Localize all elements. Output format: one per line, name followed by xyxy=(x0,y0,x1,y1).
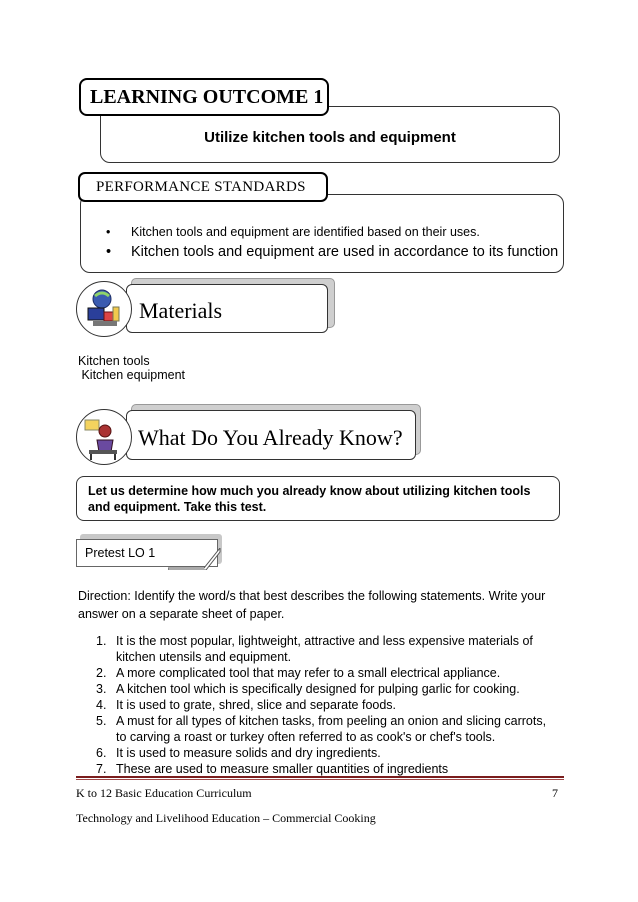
list-item: • Kitchen tools and equipment are used in accordance to its function xyxy=(106,241,558,263)
footer-rule xyxy=(76,779,564,780)
list-item xyxy=(96,697,556,713)
footer-subject: Technology and Livelihood Education – Commercial Cooking xyxy=(76,811,376,825)
direction-text: Direction: Identify the word/s that best describes the following statements. Write your answer on a separate sheet of paper. xyxy=(78,589,546,621)
question-text: A must for all types of kitchen tasks, from peeling an onion and slicing carrots, to carving a roast or turkey often referred to as cook's or chef's tools. xyxy=(116,714,547,744)
list-item: • Kitchen tools and equipment are identified based on their uses. xyxy=(106,223,558,241)
question-text: A more complicated tool that may refer to a small electrical appliance. xyxy=(116,666,501,680)
materials-line: Kitchen equipment xyxy=(78,368,186,382)
footer-curriculum: K to 12 Basic Education Curriculum xyxy=(76,786,252,800)
question-text: It is used to grate, shred, slice and separate foods. xyxy=(116,698,397,712)
question-text: It is used to measure solids and dry ingredients. xyxy=(116,746,381,760)
question-number: 5. xyxy=(96,714,107,728)
pretest-label: Pretest LO 1 xyxy=(76,539,218,567)
page-number: 7 xyxy=(552,786,558,800)
materials-clipart-icon xyxy=(76,281,132,337)
materials-heading: Materials xyxy=(126,284,328,333)
list-item xyxy=(96,713,556,745)
list-item xyxy=(96,681,556,697)
question-text: These are used to measure smaller quantities of ingredients xyxy=(116,762,449,776)
performance-standards-tab: PERFORMANCE STANDARDS xyxy=(78,172,328,202)
question-list xyxy=(96,633,556,777)
list-item xyxy=(96,761,556,777)
learning-outcome-text: Utilize kitchen tools and equipment xyxy=(204,129,456,146)
page-curl-decoration xyxy=(168,548,224,570)
question-number: 6. xyxy=(96,746,107,760)
question-number: 2. xyxy=(96,666,107,680)
question-text: A kitchen tool which is specifically designed for pulping garlic for cooking. xyxy=(116,682,520,696)
list-item xyxy=(96,745,556,761)
materials-line: Kitchen tools xyxy=(78,354,150,368)
list-item xyxy=(96,633,556,665)
student-desk-clipart-icon xyxy=(76,409,132,465)
question-number: 4. xyxy=(96,698,107,712)
question-number: 1. xyxy=(96,634,107,648)
list-item xyxy=(96,665,556,681)
question-text: It is the most popular, lightweight, attractive and less expensive materials of kitchen utensils and equipment. xyxy=(116,634,533,664)
learning-outcome-tab: LEARNING OUTCOME 1 xyxy=(79,78,329,116)
footer-rule xyxy=(76,776,564,778)
know-heading: What Do You Already Know? xyxy=(126,410,416,460)
intro-box: Let us determine how much you already know about utilizing kitchen tools and equipment. Take this test. xyxy=(76,476,560,521)
question-number: 3. xyxy=(96,682,107,696)
performance-standards-list xyxy=(106,223,558,263)
question-number: 7. xyxy=(96,762,107,776)
